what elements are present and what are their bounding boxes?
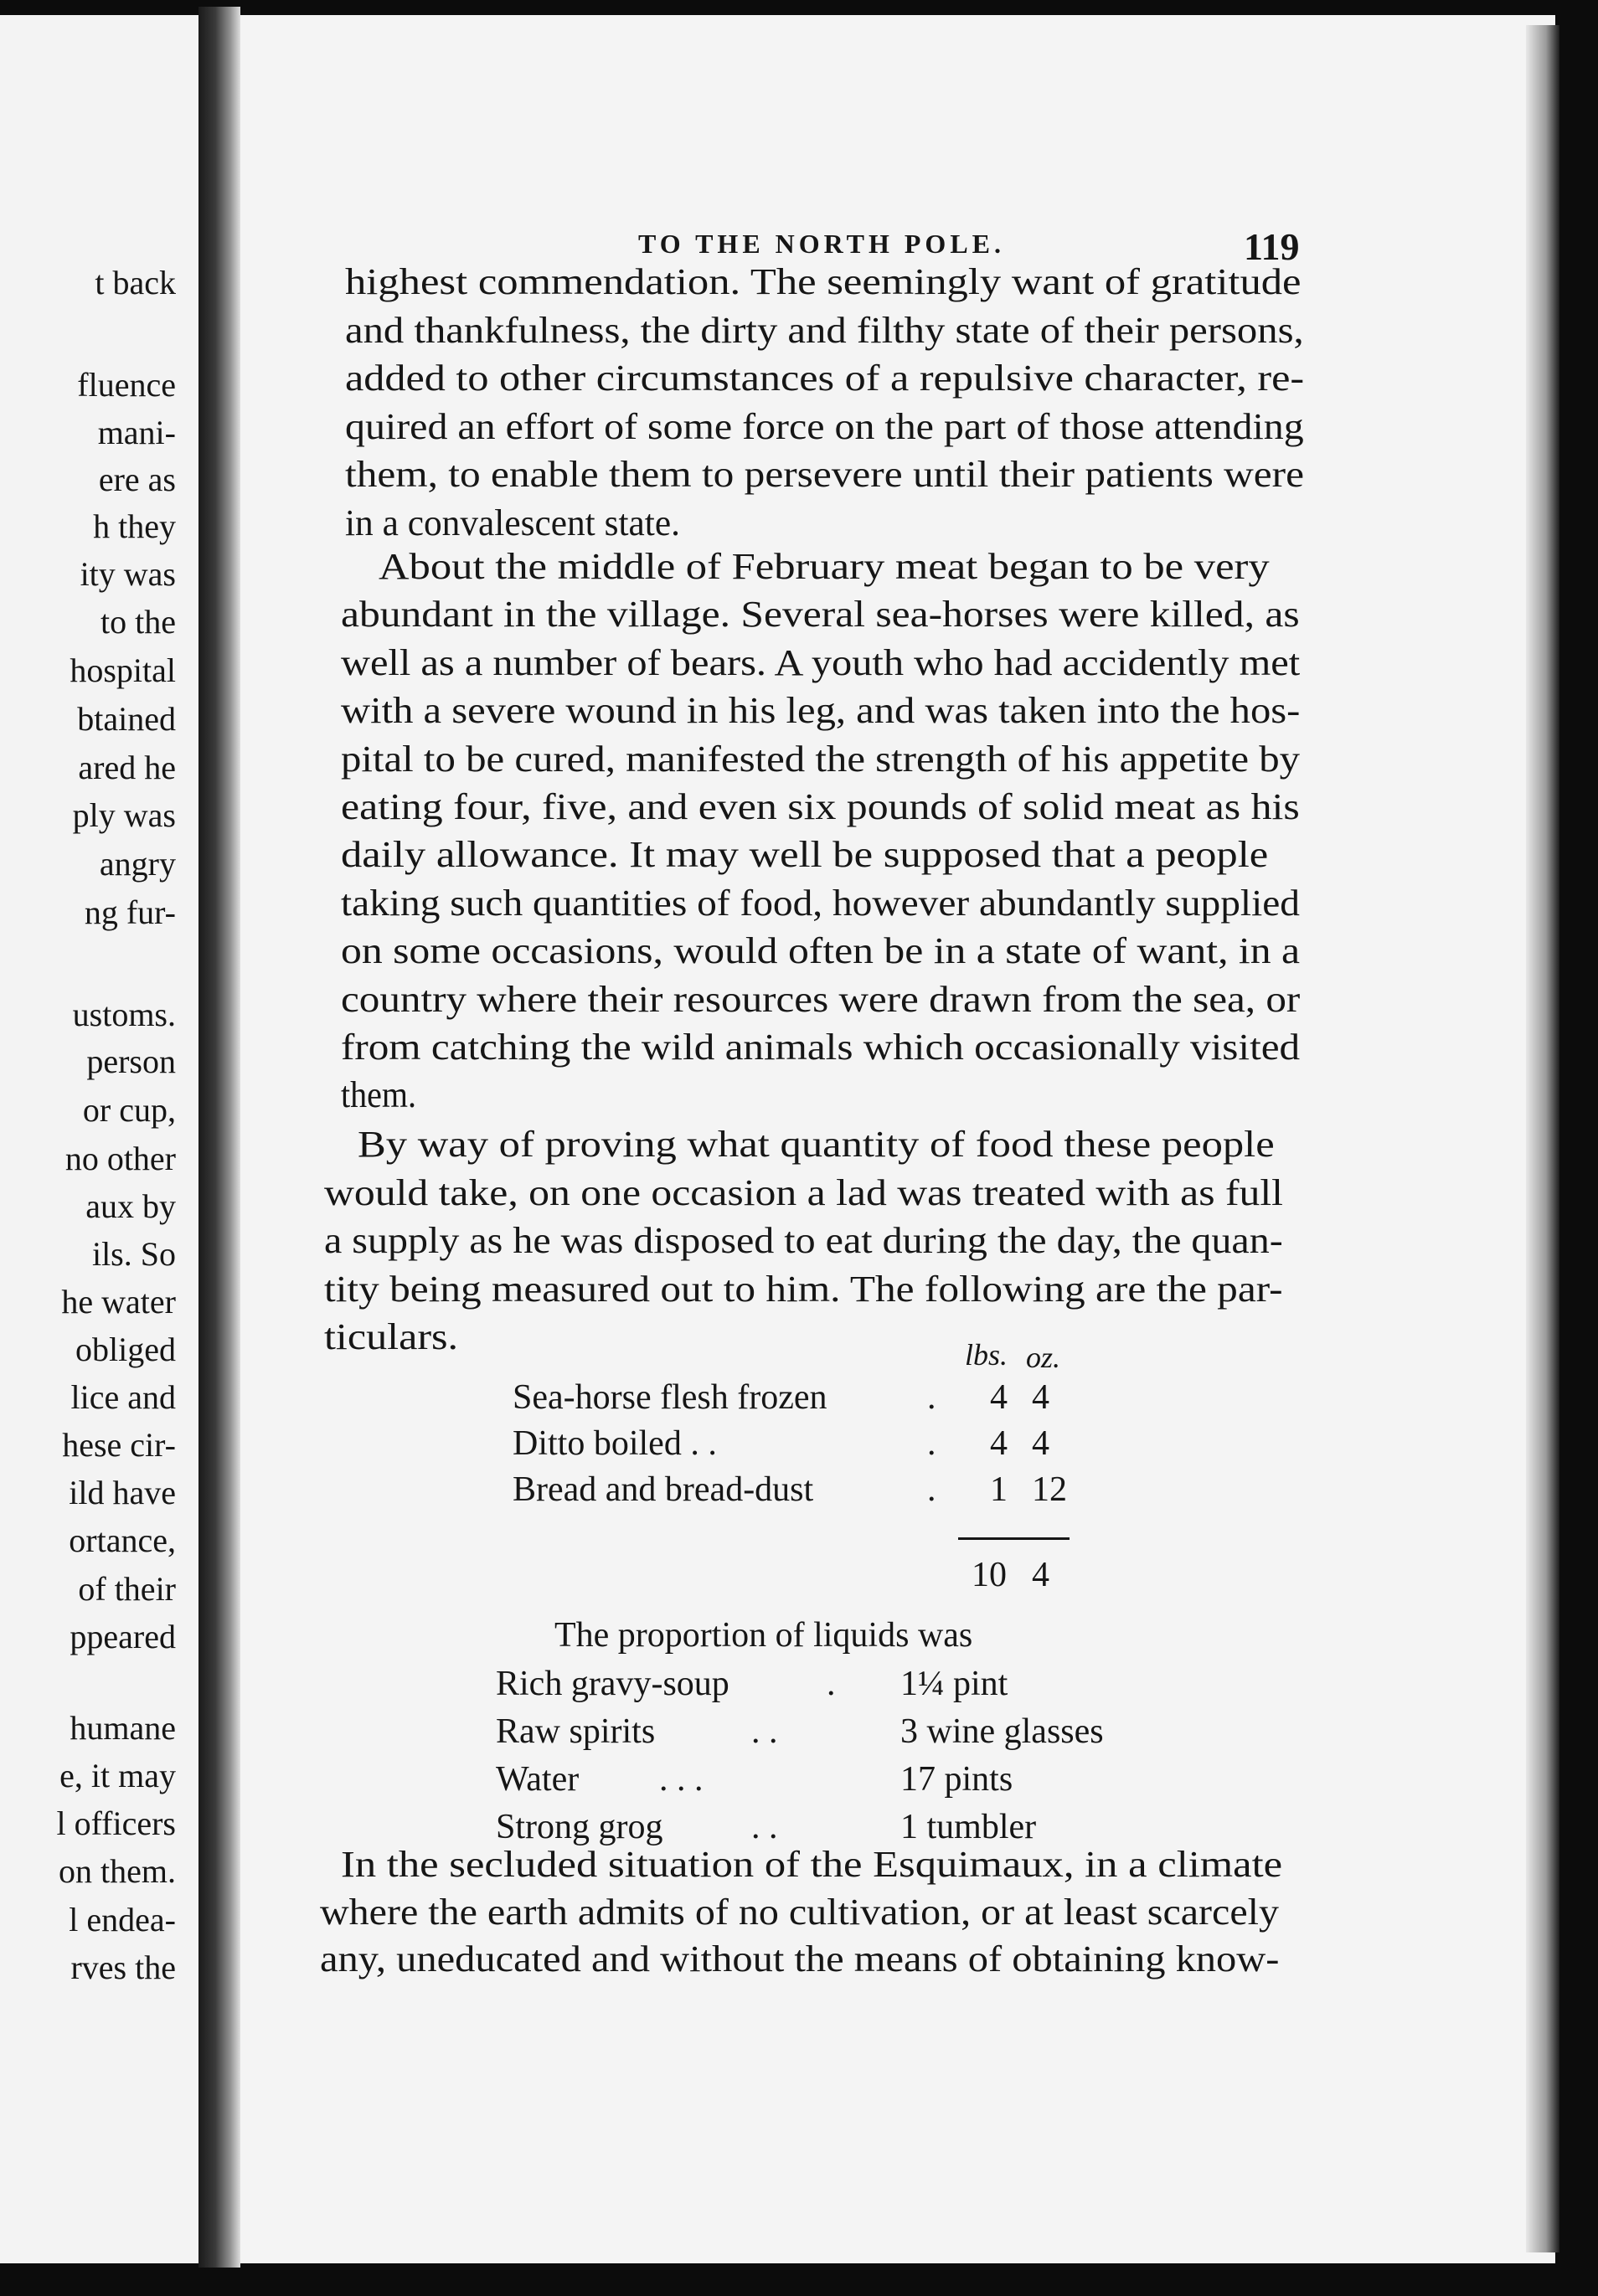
text-line: About the middle of February meat began to be very xyxy=(379,546,1270,587)
left-page-fragment: e, it may xyxy=(59,1757,176,1794)
text-line: tity being measured out to him. The following are the par- xyxy=(324,1268,1283,1310)
left-page-fragment: he water xyxy=(61,1283,176,1320)
leader-dot: . . xyxy=(751,1712,778,1751)
text-line: In the secluded situation of the Esquimaux, in a climate xyxy=(341,1844,1283,1885)
left-page-fragment: ortance, xyxy=(69,1521,176,1559)
oz-value: 4 xyxy=(1032,1424,1049,1463)
unit-lbs: lbs. xyxy=(965,1338,1008,1372)
book-page xyxy=(240,15,1555,2263)
text-line: from catching the wild animals which occasionally visited xyxy=(341,1027,1301,1068)
liquid-item: Strong grog xyxy=(496,1808,663,1846)
text-line: any, uneducated and without the means of obtaining know- xyxy=(320,1938,1280,1979)
left-page-fragment: btained xyxy=(77,700,176,738)
liquids-intro: The proportion of liquids was xyxy=(554,1616,973,1655)
liquid-amount: 17 pints xyxy=(900,1760,1013,1799)
left-page-fragment: obliged xyxy=(75,1331,176,1368)
text-line: quired an effort of some force on the part of those attending xyxy=(345,405,1304,447)
left-page-fragment: ng fur- xyxy=(84,893,176,931)
liquid-item: Water xyxy=(496,1760,580,1799)
text-line: would take, on one occasion a lad was treated with as full xyxy=(324,1171,1283,1213)
leader-dot: . xyxy=(927,1424,936,1463)
left-page-fragment: or cup, xyxy=(82,1091,176,1129)
text-line: a supply as he was disposed to eat during the day, the quan- xyxy=(324,1220,1283,1261)
text-line: and thankfulness, the dirty and filthy state of their persons, xyxy=(345,309,1304,351)
food-item: Sea-horse flesh frozen xyxy=(513,1378,827,1417)
left-page-fragment: ustoms. xyxy=(72,996,176,1033)
facing-page xyxy=(0,15,209,2263)
oz-value: 12 xyxy=(1032,1470,1067,1509)
text-line: on some occasions, would often be in a state of want, in a xyxy=(341,930,1301,972)
leader-dot: . . . xyxy=(659,1760,704,1799)
left-page-fragment: lice and xyxy=(70,1378,176,1416)
text-line: daily allowance. It may well be supposed that a people xyxy=(341,834,1269,876)
text-line: country where their resources were drawn from the sea, or xyxy=(341,978,1301,1020)
leader-dot: . . xyxy=(751,1808,778,1846)
oz-value: 4 xyxy=(1032,1378,1049,1417)
text-line: By way of proving what quantity of food these people xyxy=(358,1124,1275,1165)
left-page-fragment: fluence xyxy=(77,366,176,404)
total-lbs: 10 xyxy=(972,1556,1007,1594)
text-line: highest commendation. The seemingly want of gratitude xyxy=(345,261,1302,302)
total-oz: 4 xyxy=(1032,1556,1049,1594)
left-page-fragment: rves the xyxy=(70,1949,176,1986)
text-line: abundant in the village. Several sea-horses were killed, as xyxy=(341,594,1300,636)
left-page-fragment: h they xyxy=(93,507,176,545)
left-page-fragment: t back xyxy=(95,264,176,301)
left-page-fragment: ared he xyxy=(78,749,176,786)
text-line: taking such quantities of food, however abundantly supplied xyxy=(341,882,1300,924)
text-line: pital to be cured, manifested the strength of his appetite by xyxy=(341,738,1301,780)
left-page-fragment: ppeared xyxy=(70,1618,176,1655)
text-line: in a convalescent state. xyxy=(345,502,680,543)
left-page-fragment: on them. xyxy=(59,1852,176,1890)
left-page-fragment: angry xyxy=(99,845,176,883)
liquid-item: Raw spirits xyxy=(496,1712,656,1751)
left-page-fragment: of their xyxy=(78,1570,176,1608)
text-line: added to other circumstances of a repulsive character, re- xyxy=(345,358,1305,399)
page-edge xyxy=(1526,25,1559,2252)
text-line: eating four, five, and even six pounds of solid meat as his xyxy=(341,786,1300,827)
left-page-fragment: ere as xyxy=(98,461,176,498)
unit-oz: oz. xyxy=(1026,1341,1061,1374)
text-line: with a severe wound in his leg, and was taken into the hos- xyxy=(341,690,1301,732)
left-page-fragment: hospital xyxy=(70,651,176,689)
text-line: them, to enable them to persevere until their patients were xyxy=(345,454,1305,495)
left-page-fragment: ity was xyxy=(80,555,176,593)
text-line: well as a number of bears. A youth who had accidently met xyxy=(341,641,1301,683)
left-page-fragment: no other xyxy=(64,1140,176,1177)
food-item: Ditto boiled . . xyxy=(513,1424,717,1463)
sum-rule xyxy=(958,1537,1070,1540)
left-page-fragment: hese cir- xyxy=(62,1426,176,1464)
liquid-amount: 3 wine glasses xyxy=(900,1712,1104,1751)
food-item: Bread and bread-dust xyxy=(513,1470,814,1509)
lbs-value: 4 xyxy=(990,1424,1008,1463)
liquid-item: Rich gravy-soup xyxy=(496,1665,729,1703)
text-line: where the earth admits of no cultivation, or at least scarcely xyxy=(320,1892,1280,1933)
book-gutter xyxy=(198,7,240,2268)
left-page-fragment: aux by xyxy=(85,1187,176,1225)
lbs-value: 4 xyxy=(990,1378,1008,1417)
left-page-fragment: humane xyxy=(70,1709,176,1747)
left-page-fragment: l endea- xyxy=(69,1901,176,1938)
text-line: them. xyxy=(341,1074,416,1116)
left-page-fragment: ild have xyxy=(69,1474,176,1511)
left-page-fragment: to the xyxy=(101,603,176,641)
page-number: 119 xyxy=(1244,225,1300,268)
leader-dot: . xyxy=(927,1470,936,1509)
left-page-fragment: ils. So xyxy=(91,1235,176,1273)
leader-dot: . xyxy=(827,1665,836,1703)
running-title: TO THE NORTH POLE. xyxy=(638,229,1005,259)
left-page-fragment: mani- xyxy=(97,414,176,451)
liquid-amount: 1 tumbler xyxy=(900,1808,1037,1846)
lbs-value: 1 xyxy=(990,1470,1008,1509)
left-page-fragment: l officers xyxy=(56,1804,176,1842)
liquid-amount: 1¼ pint xyxy=(900,1665,1008,1703)
text-line: ticulars. xyxy=(324,1316,459,1357)
leader-dot: . xyxy=(927,1378,936,1417)
left-page-fragment: ply was xyxy=(72,796,176,834)
left-page-fragment: person xyxy=(86,1042,176,1080)
